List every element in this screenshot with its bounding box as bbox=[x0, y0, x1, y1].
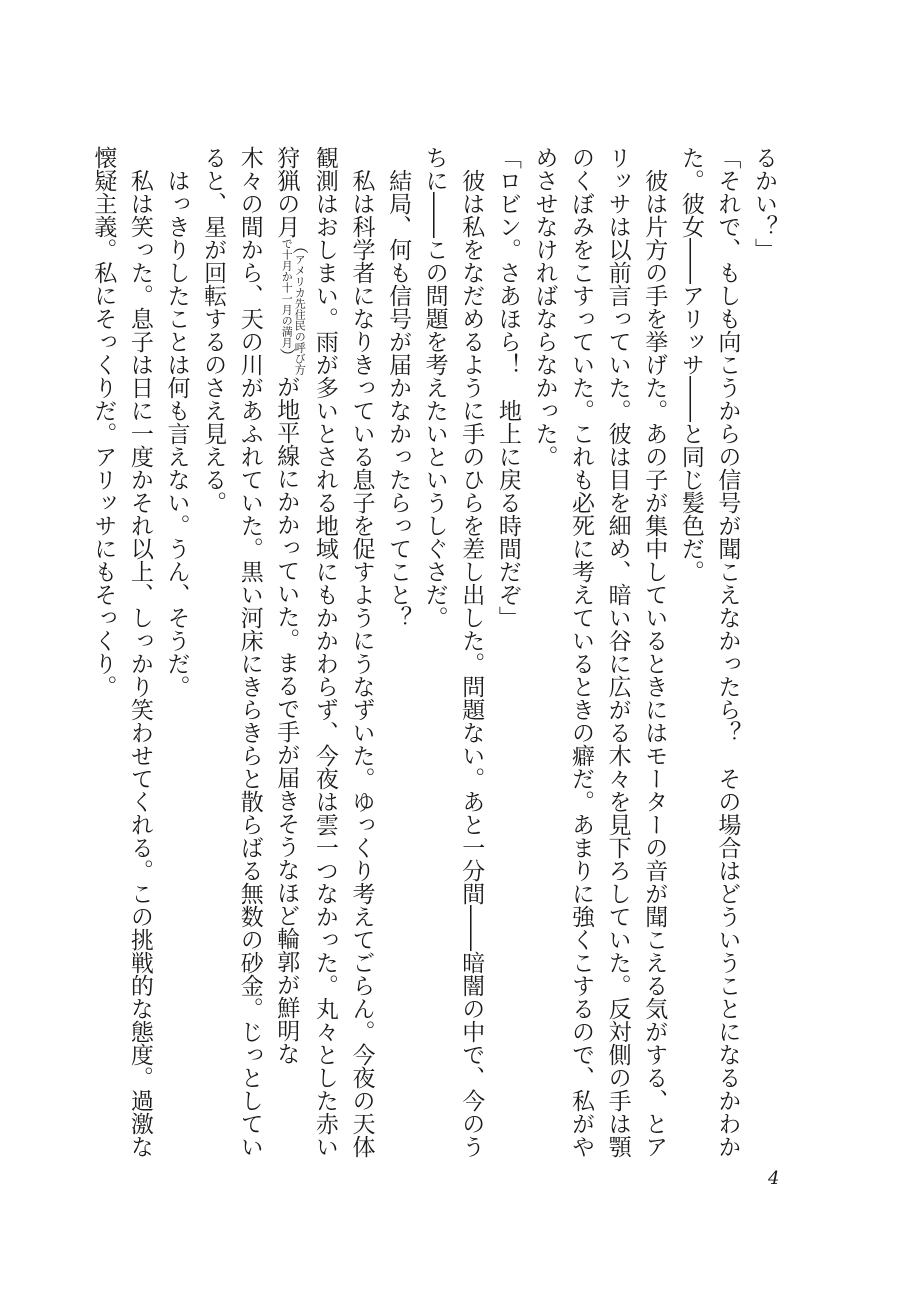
text-column: 彼は片方の手を挙げた。あの子が集中しているときにはモーターの音が聞こえる気がする、とア bbox=[641, 146, 668, 1158]
text-column: 「ロビン。さあほら！ 地上に戻る時間だぞ」 bbox=[494, 146, 521, 629]
text-column: 木々の間から、天の川があふれていた。黒い河床にきらきらと散らばる無数の砂金。じっとしてい bbox=[236, 146, 263, 1158]
text-column: めさせなければならなかった。 bbox=[531, 146, 558, 468]
inline-note-line: で十月か十一月の満月 bbox=[280, 238, 294, 348]
text-column: るかい？」 bbox=[751, 146, 777, 261]
text-column: のくぼみをこすっていた。これも必死に考えているときの癖だ。あまりに強くこするので、私がや bbox=[568, 146, 595, 1158]
text-column: 彼は私をなだめるように手のひらを差し出した。問題ない。あと一分間――暗闇の中で、今のう bbox=[458, 146, 485, 1158]
text-column: 観測はおしまい。雨が多いとされる地域にもかかわらず、今夜は雲一つなかった。丸々とした赤い bbox=[311, 146, 338, 1158]
text-column: はっきりしたことは何も言えない。うん、そうだ。 bbox=[163, 146, 190, 698]
note-before-text: 狩猟の月 bbox=[273, 146, 300, 238]
text-column: 懐疑主義。私にそっくりだ。アリッサにもそっくり。 bbox=[90, 146, 117, 698]
text-column: 私は笑った。息子は日に一度かそれ以上、しっかり笑わせてくれる。この挑戦的な態度。過激な bbox=[126, 146, 153, 1158]
text-column: ると、星が回転するのさえ見える。 bbox=[200, 146, 227, 514]
text-column-with-note bbox=[268, 146, 310, 1136]
text-column: リッサは以前言っていた。彼は目を細め、暗い谷に広がる木々を見下ろしていた。反対側の手は顎 bbox=[604, 146, 631, 1158]
text-column: 私は科学者になりきっている息子を促すようにうなずいた。ゆっくり考えてごらん。今夜の天体 bbox=[348, 146, 375, 1158]
text-column: 「それで、もしも向こうからの信号が聞こえなかったら？ その場合はどういうことになるかわか bbox=[714, 146, 741, 1158]
text-column: た。彼女――アリッサ――と同じ髪色だ。 bbox=[677, 146, 704, 583]
inline-note: （アメリカ先住民の呼び方 で十月か十一月の満月） bbox=[277, 238, 310, 375]
text-column: ちに――この問題を考えたいというしぐさだ。 bbox=[421, 146, 448, 629]
note-after-text: が地平線にかかっていた。まるで手が届きそうなほど輪郭が鮮明な bbox=[273, 375, 300, 1065]
text-column: 結局、何も信号が届かなかったらってこと？ bbox=[385, 146, 412, 629]
page-number: 4 bbox=[768, 1168, 780, 1189]
body-text bbox=[85, 146, 782, 1158]
inline-note-line: アメリカ先住民の呼び方 bbox=[293, 254, 307, 375]
